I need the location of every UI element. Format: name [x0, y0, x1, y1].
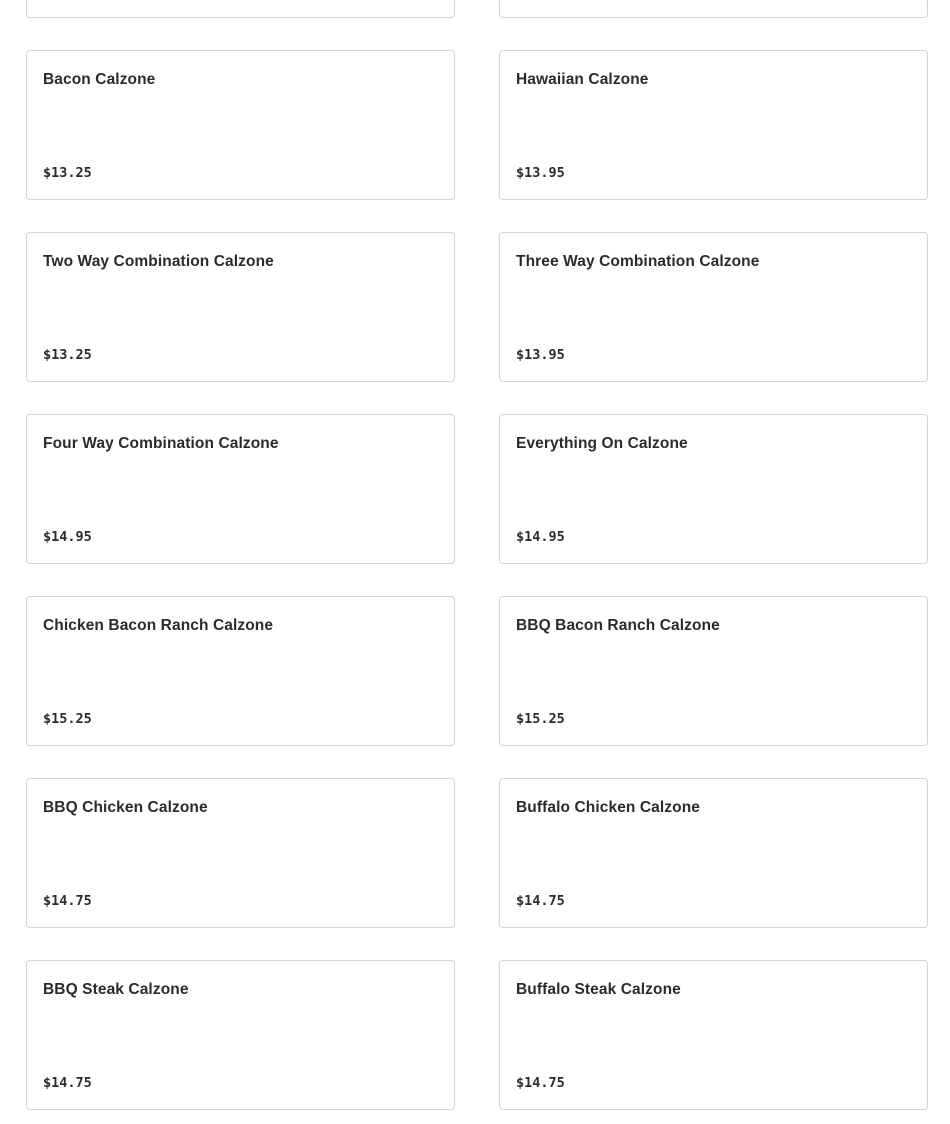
menu-item-price: $14.75 — [516, 1075, 565, 1091]
menu-item-price: $13.95 — [516, 347, 565, 363]
menu-item-price: $13.95 — [516, 165, 565, 181]
menu-item-card[interactable] — [499, 414, 928, 564]
menu-item-name: Four Way Combination Calzone — [43, 435, 279, 452]
menu-item-price: $15.25 — [516, 711, 565, 727]
menu-item-card[interactable] — [499, 960, 928, 1110]
menu-item-name: BBQ Bacon Ranch Calzone — [516, 617, 720, 634]
menu-item-name: Hawaiian Calzone — [516, 71, 649, 88]
menu-item-name: Chicken Bacon Ranch Calzone — [43, 617, 274, 634]
menu-item-name: Two Way Combination Calzone — [43, 253, 274, 270]
menu-item-card[interactable] — [499, 232, 928, 382]
menu-item-price: $14.75 — [516, 893, 565, 909]
menu-item-card[interactable] — [26, 232, 455, 382]
menu-item-name: Three Way Combination Calzone — [516, 253, 760, 270]
menu-item-card[interactable] — [26, 960, 455, 1110]
menu-item-price: $13.25 — [43, 347, 92, 363]
menu-item-card[interactable] — [499, 778, 928, 928]
menu-item-card[interactable] — [499, 0, 928, 18]
menu-item-price: $14.75 — [43, 1075, 92, 1091]
menu-item-price: $14.75 — [43, 893, 92, 909]
menu-item-price: $14.95 — [516, 529, 565, 545]
menu-item-card[interactable] — [26, 414, 455, 564]
menu-item-name: Everything On Calzone — [516, 435, 688, 452]
menu-item-price: $14.95 — [43, 529, 92, 545]
menu-item-name: BBQ Chicken Calzone — [43, 799, 208, 816]
menu-item-name: Bacon Calzone — [43, 71, 156, 88]
menu-item-name: BBQ Steak Calzone — [43, 981, 189, 998]
menu-item-name: Buffalo Chicken Calzone — [516, 799, 701, 816]
menu-item-card[interactable] — [26, 596, 455, 746]
menu-item-card[interactable] — [26, 0, 455, 18]
menu-item-grid — [26, 0, 928, 1110]
menu-item-card[interactable] — [499, 50, 928, 200]
menu-item-card[interactable] — [26, 50, 455, 200]
menu-item-card[interactable] — [26, 778, 455, 928]
menu-item-price: $13.25 — [43, 165, 92, 181]
menu-item-card[interactable] — [499, 596, 928, 746]
menu-item-price: $15.25 — [43, 711, 92, 727]
menu-item-name: Buffalo Steak Calzone — [516, 981, 681, 998]
